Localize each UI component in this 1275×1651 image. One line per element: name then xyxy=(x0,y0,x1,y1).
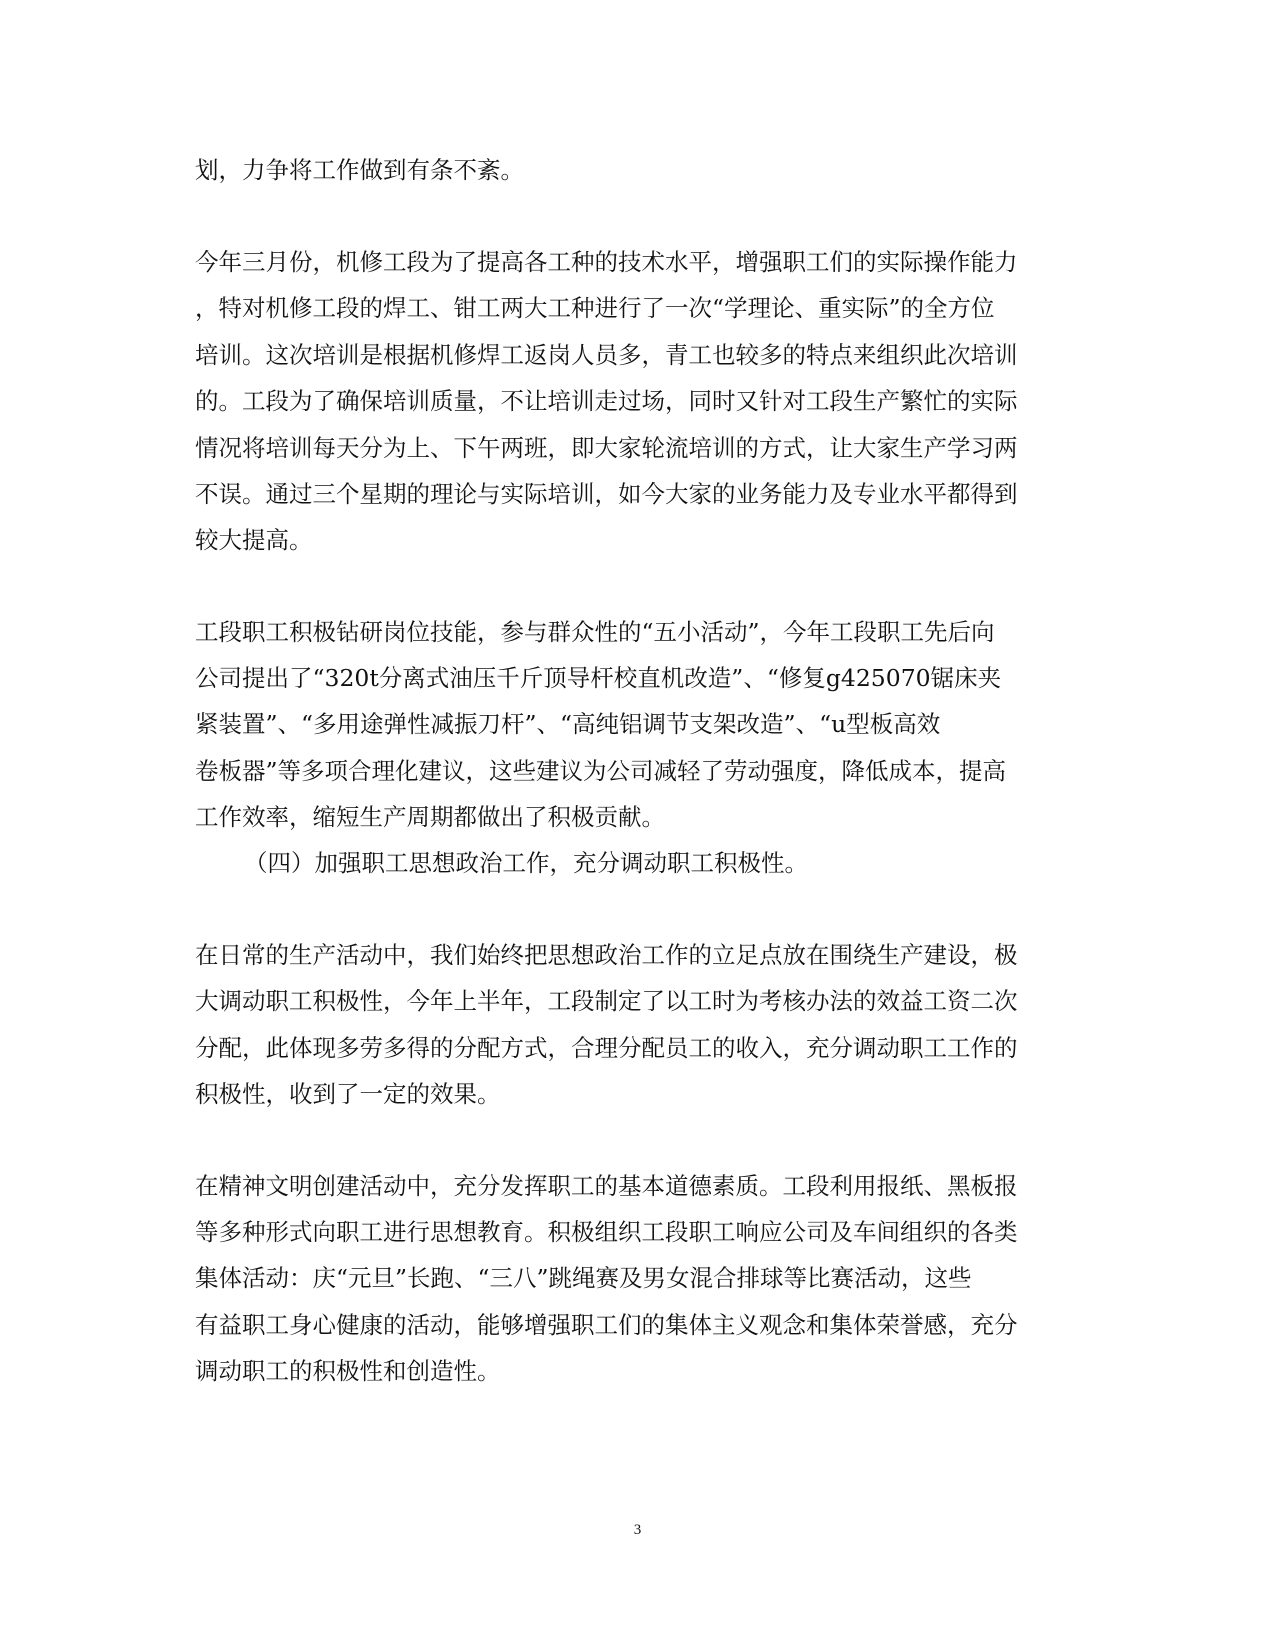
paragraph-line: 工段职工积极钻研岗位技能，参与群众性的“五小活动”，今年工段职工先后向 xyxy=(195,618,995,646)
paragraph-line: 较大提高。 xyxy=(195,526,313,554)
paragraph-line: 公司提出了“320t分离式油压千斤顶导杆校直机改造”、“修复g425070锯床夹 xyxy=(195,664,1002,692)
paragraph-line: 大调动职工积极性，今年上半年，工段制定了以工时为考核办法的效益工资二次 xyxy=(195,987,1018,1015)
section-heading: （四）加强职工思想政治工作，充分调动职工积极性。 xyxy=(244,849,808,877)
paragraph-line: 情况将培训每天分为上、下午两班，即大家轮流培训的方式，让大家生产学习两 xyxy=(195,434,1018,462)
paragraph-line: 的。工段为了确保培训质量，不让培训走过场，同时又针对工段生产繁忙的实际 xyxy=(195,387,1018,415)
paragraph-line: 有益职工身心健康的活动，能够增强职工们的集体主义观念和集体荣誉感，充分 xyxy=(195,1311,1018,1339)
paragraph-line: 分配，此体现多劳多得的分配方式，合理分配员工的收入，充分调动职工工作的 xyxy=(195,1034,1018,1062)
paragraph-line: 不误。通过三个星期的理论与实际培训，如今大家的业务能力及专业水平都得到 xyxy=(195,480,1018,508)
paragraph-line: 卷板器”等多项合理化建议，这些建议为公司减轻了劳动强度，降低成本，提高 xyxy=(195,757,1007,785)
paragraph-line: 紧装置”、“多用途弹性减振刀杆”、“高纯铝调节支架改造”、“u型板高效 xyxy=(195,710,941,738)
paragraph-line: 在日常的生产活动中，我们始终把思想政治工作的立足点放在围绕生产建设，极 xyxy=(195,941,1018,969)
paragraph-line: 工作效率，缩短生产周期都做出了积极贡献。 xyxy=(195,803,665,831)
paragraph-line: ，特对机修工段的焊工、钳工两大工种进行了一次“学理论、重实际”的全方位 xyxy=(195,294,995,322)
paragraph-line: 划，力争将工作做到有条不紊。 xyxy=(195,156,524,184)
paragraph-line: 等多种形式向职工进行思想教育。积极组织工段职工响应公司及车间组织的各类 xyxy=(195,1218,1018,1246)
paragraph-line: 培训。这次培训是根据机修焊工返岗人员多，青工也较多的特点来组织此次培训 xyxy=(195,341,1018,369)
page-number: 3 xyxy=(633,1522,642,1538)
paragraph-line: 集体活动：庆“元旦”长跑、“三八”跳绳赛及男女混合排球等比赛活动，这些 xyxy=(195,1264,972,1292)
paragraph-line: 在精神文明创建活动中，充分发挥职工的基本道德素质。工段利用报纸、黑板报 xyxy=(195,1172,1018,1200)
paragraph-line: 调动职工的积极性和创造性。 xyxy=(195,1357,501,1385)
paragraph-line: 今年三月份，机修工段为了提高各工种的技术水平，增强职工们的实际操作能力 xyxy=(195,248,1018,276)
paragraph-line: 积极性，收到了一定的效果。 xyxy=(195,1080,501,1108)
